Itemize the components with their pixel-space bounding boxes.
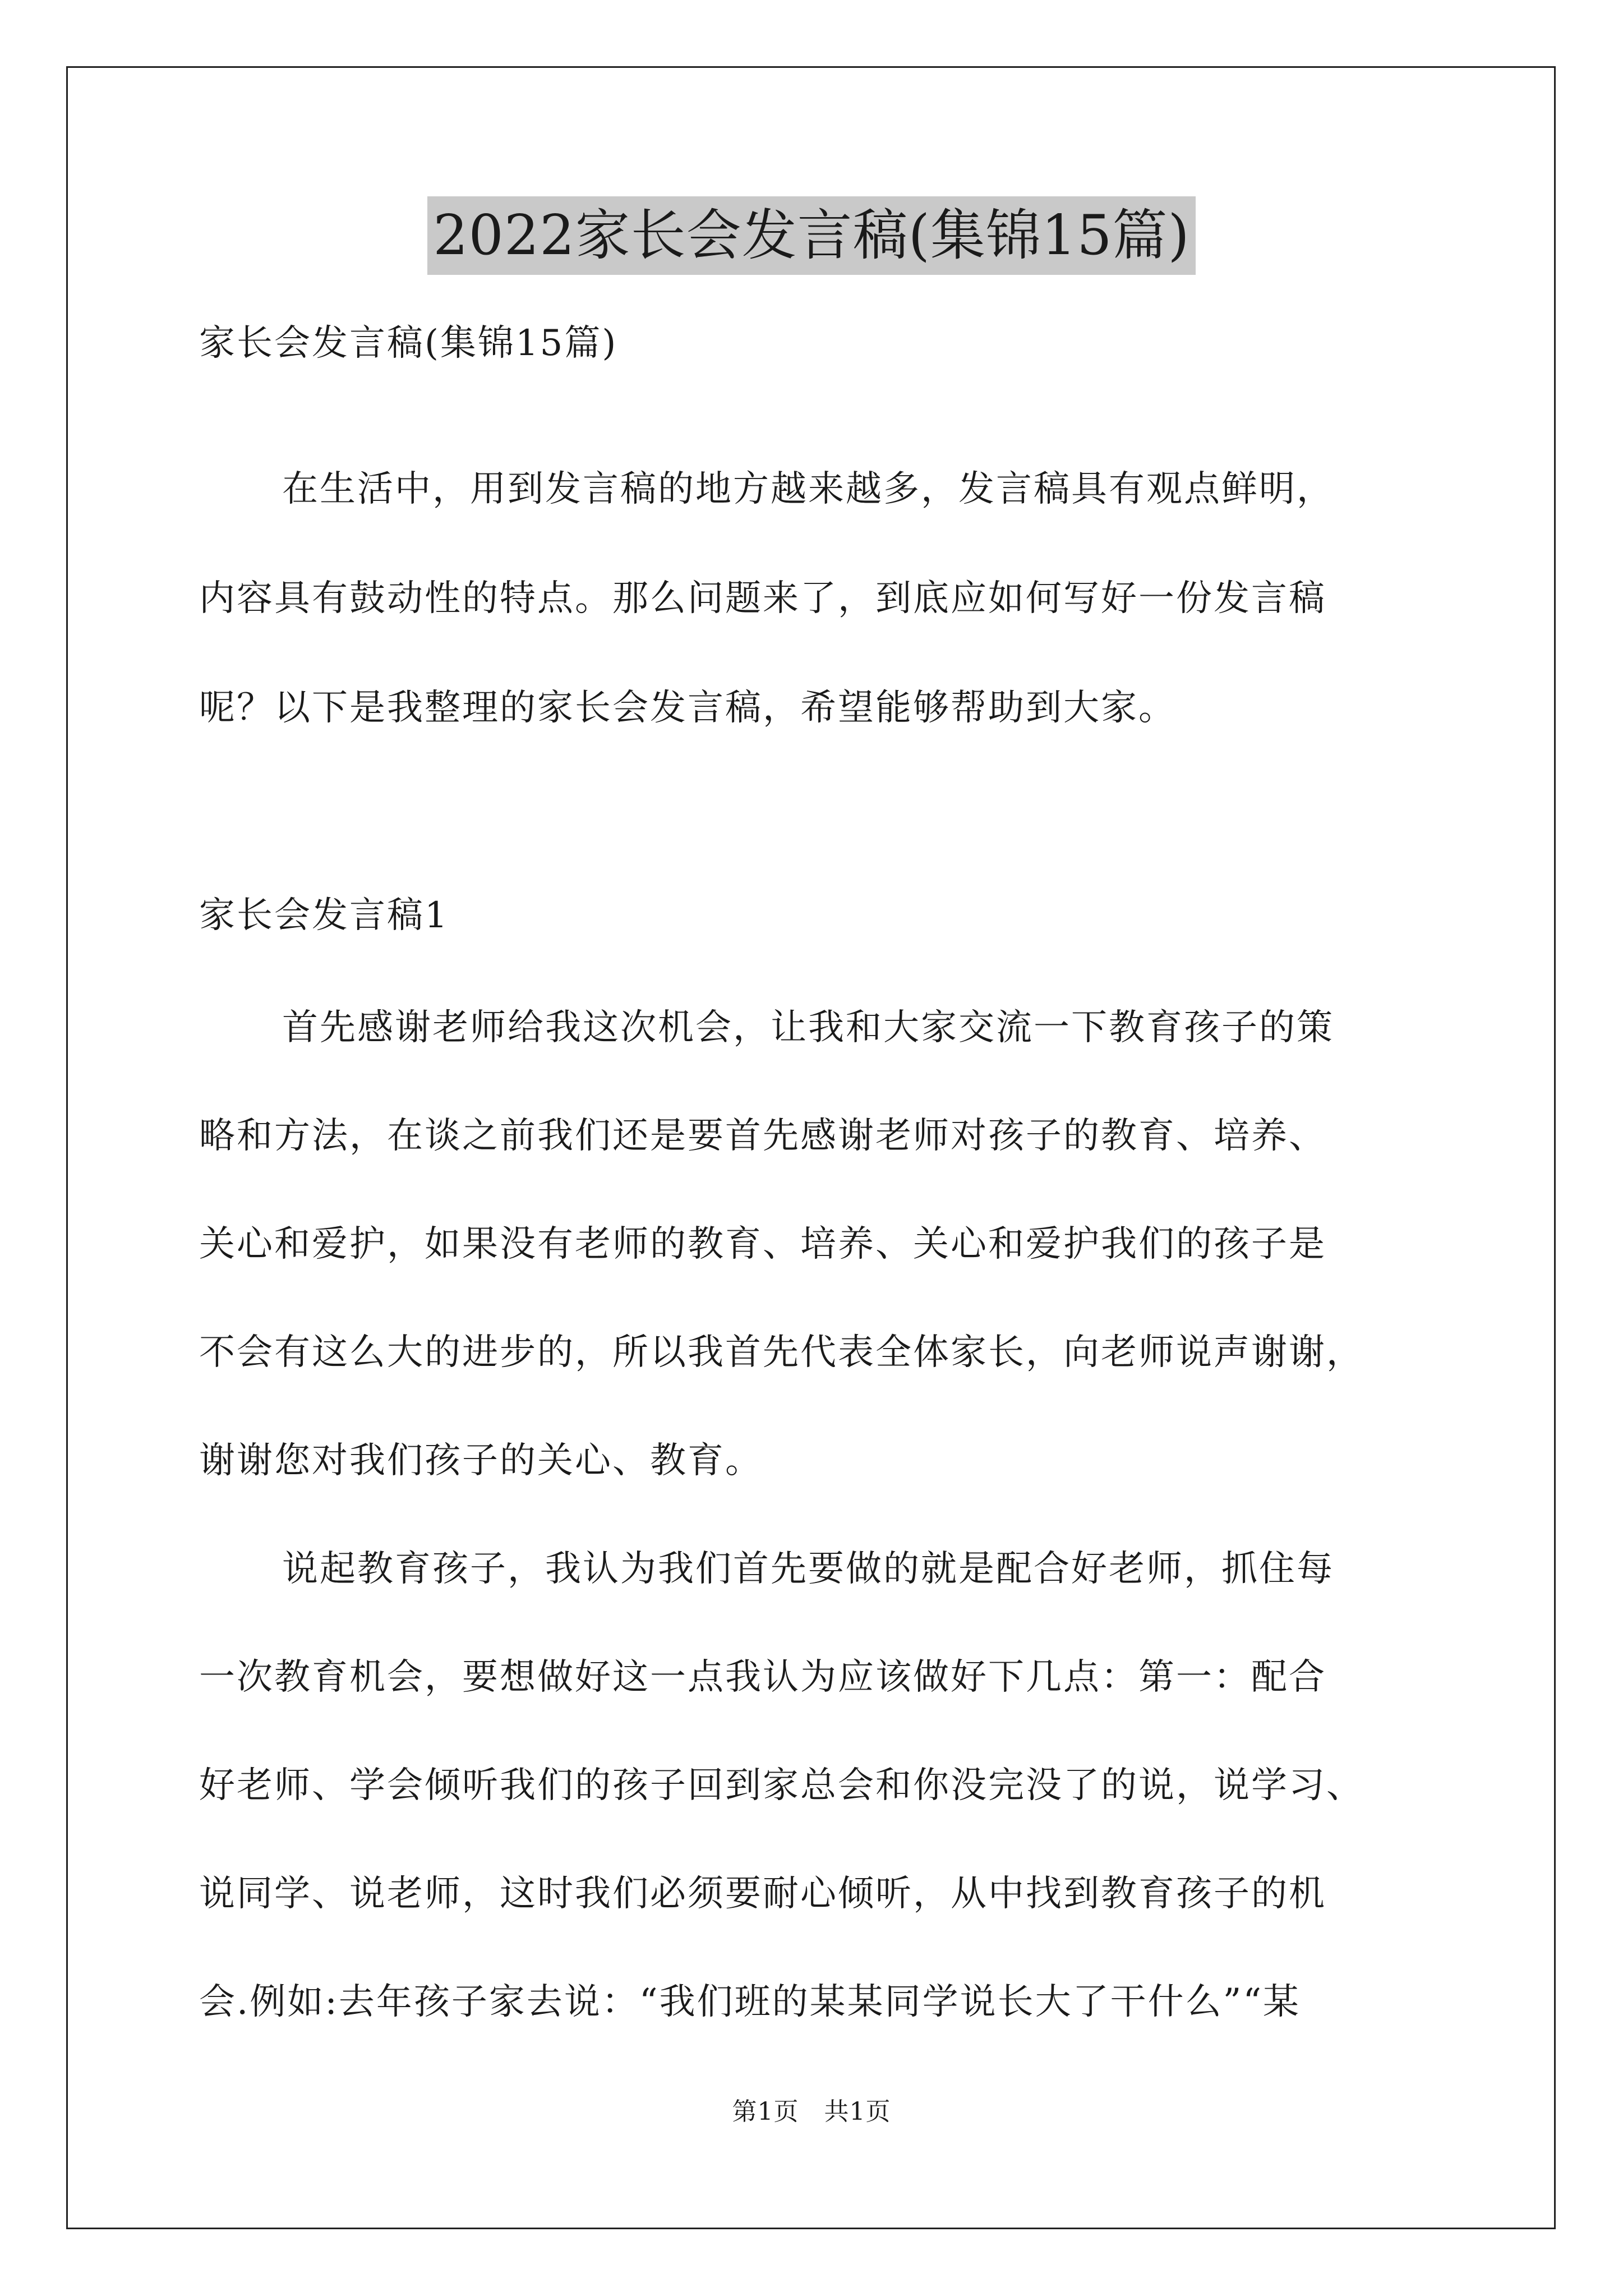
paragraph-line: 一次教育机会，要想做好这一点我认为应该做好下几点：第一：配合: [199, 1657, 1326, 1698]
page-footer: 第1页 共1页: [732, 2097, 891, 2126]
paragraph-line: 关心和爱护，如果没有老师的教育、培养、关心和爱护我们的孩子是: [199, 1223, 1326, 1265]
paragraph-line: 说起教育孩子，我认为我们首先要做的就是配合好老师，抓住每: [282, 1548, 1334, 1590]
section-heading: 家长会发言稿1: [199, 895, 449, 936]
intro-line: 呢？以下是我整理的家长会发言稿，希望能够帮助到大家。: [199, 687, 1176, 729]
document-subtitle: 家长会发言稿(集锦15篇): [199, 323, 618, 364]
title-container: [0, 196, 1623, 275]
paragraph-line: 谢谢您对我们孩子的关心、教育。: [199, 1440, 763, 1481]
paragraph-line: 略和方法，在谈之前我们还是要首先感谢老师对孩子的教育、培养、: [199, 1115, 1326, 1157]
paragraph-line: 好老师、学会倾听我们的孩子回到家总会和你没完没了的说，说学习、: [199, 1765, 1364, 1806]
intro-line: 在生活中，用到发言稿的地方越来越多，发言稿具有观点鲜明，: [282, 468, 1334, 510]
document-title: 2022家长会发言稿(集锦15篇): [427, 196, 1196, 275]
intro-line: 内容具有鼓动性的特点。那么问题来了，到底应如何写好一份发言稿: [199, 578, 1326, 619]
paragraph-line: 说同学、说老师，这时我们必须要耐心倾听，从中找到教育孩子的机: [199, 1873, 1326, 1915]
paragraph-line: 不会有这么大的进步的，所以我首先代表全体家长，向老师说声谢谢，: [199, 1332, 1364, 1373]
paragraph-line: 首先感谢老师给我这次机会，让我和大家交流一下教育孩子的策: [282, 1007, 1334, 1048]
paragraph-line: 会.例如:去年孩子家去说：“我们班的某某同学说长大了干什么”“某: [199, 1981, 1301, 2023]
